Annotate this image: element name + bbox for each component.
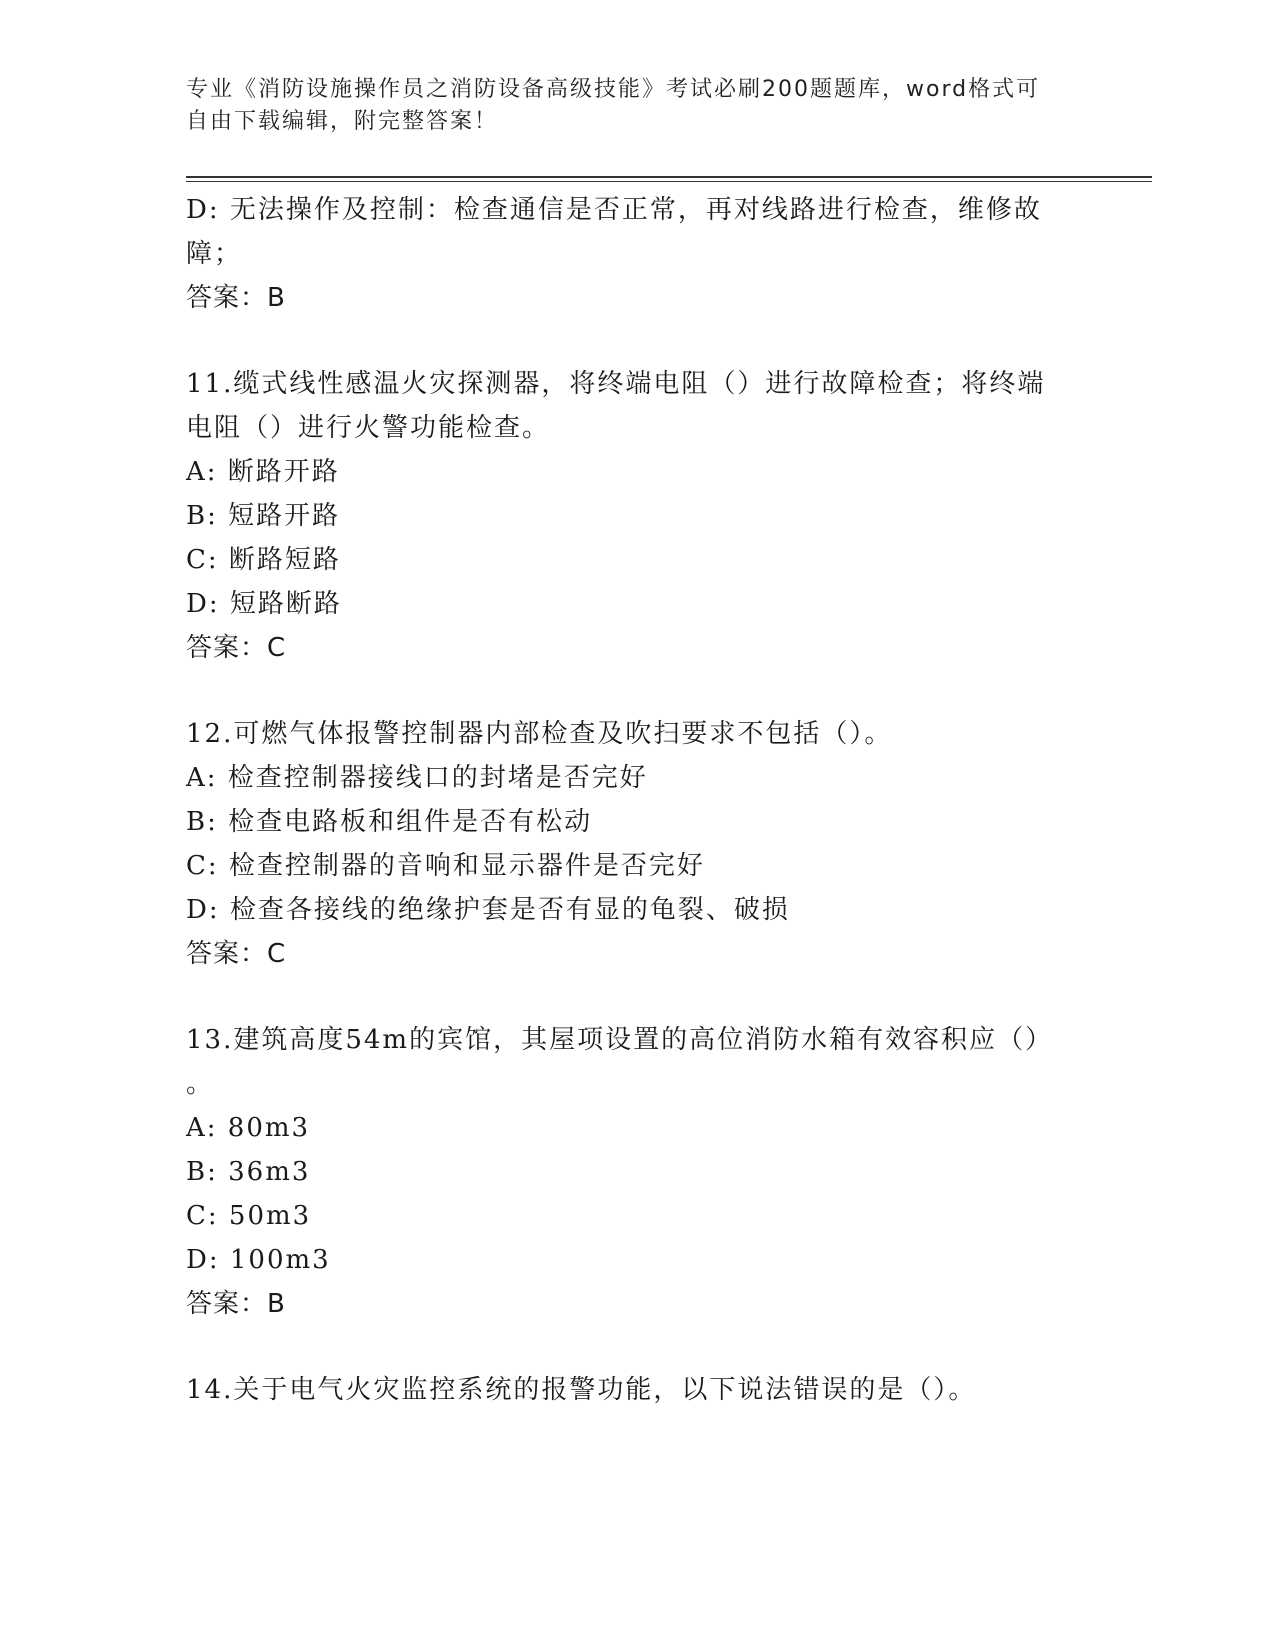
q11-option-d: D: 短路断路 bbox=[186, 589, 342, 619]
q13-option-c: C: 50m3 bbox=[186, 1201, 312, 1231]
q13-stem-line-2: 。 bbox=[186, 1069, 215, 1099]
header-line-1: 专业《消防设施操作员之消防设备高级技能》考试必刷200题题库，word格式可 bbox=[186, 77, 1041, 102]
q12-option-d: D: 检查各接线的绝缘护套是否有显的龟裂、破损 bbox=[186, 895, 790, 925]
q11-option-a: A: 断路开路 bbox=[186, 457, 340, 487]
q10-option-d-line-1: D: 无法操作及控制：检查通信是否正常，再对线路进行检查，维修故 bbox=[186, 195, 1042, 225]
document-header bbox=[186, 74, 1066, 138]
q12-option-c: C: 检查控制器的音响和显示器件是否完好 bbox=[186, 851, 705, 881]
header-line-2: 自由下载编辑，附完整答案！ bbox=[186, 109, 499, 134]
q13-option-b: B: 36m3 bbox=[186, 1157, 311, 1187]
q14-stem-line-1: 14.关于电气火灾监控系统的报警功能，以下说法错误的是（）。 bbox=[186, 1375, 977, 1405]
q11-stem-line-2: 电阻（）进行火警功能检查。 bbox=[186, 413, 551, 443]
q12-answer: 答案：C bbox=[186, 939, 287, 969]
q13-stem-line-1: 13.建筑高度54m的宾馆，其屋项设置的高位消防水箱有效容积应（） bbox=[186, 1025, 1054, 1055]
q13-answer: 答案：B bbox=[186, 1289, 286, 1319]
q11-option-b: B: 短路开路 bbox=[186, 501, 341, 531]
q11-stem-line-1: 11.缆式线性感温火灾探测器，将终端电阻（）进行故障检查；将终端 bbox=[186, 369, 1046, 399]
q11-option-c: C: 断路短路 bbox=[186, 545, 341, 575]
q10-option-d-line-2: 障； bbox=[186, 239, 243, 269]
q12-stem-line-1: 12.可燃气体报警控制器内部检查及吹扫要求不包括（）。 bbox=[186, 719, 893, 749]
header-divider bbox=[186, 176, 1152, 182]
q12-option-b: B: 检查电路板和组件是否有松动 bbox=[186, 807, 593, 837]
q10-answer: 答案：B bbox=[186, 283, 286, 313]
q13-option-a: A: 80m3 bbox=[186, 1113, 311, 1143]
q11-answer: 答案：C bbox=[186, 633, 287, 663]
q13-option-d: D: 100m3 bbox=[186, 1245, 331, 1275]
q12-option-a: A: 检查控制器接线口的封堵是否完好 bbox=[186, 763, 648, 793]
